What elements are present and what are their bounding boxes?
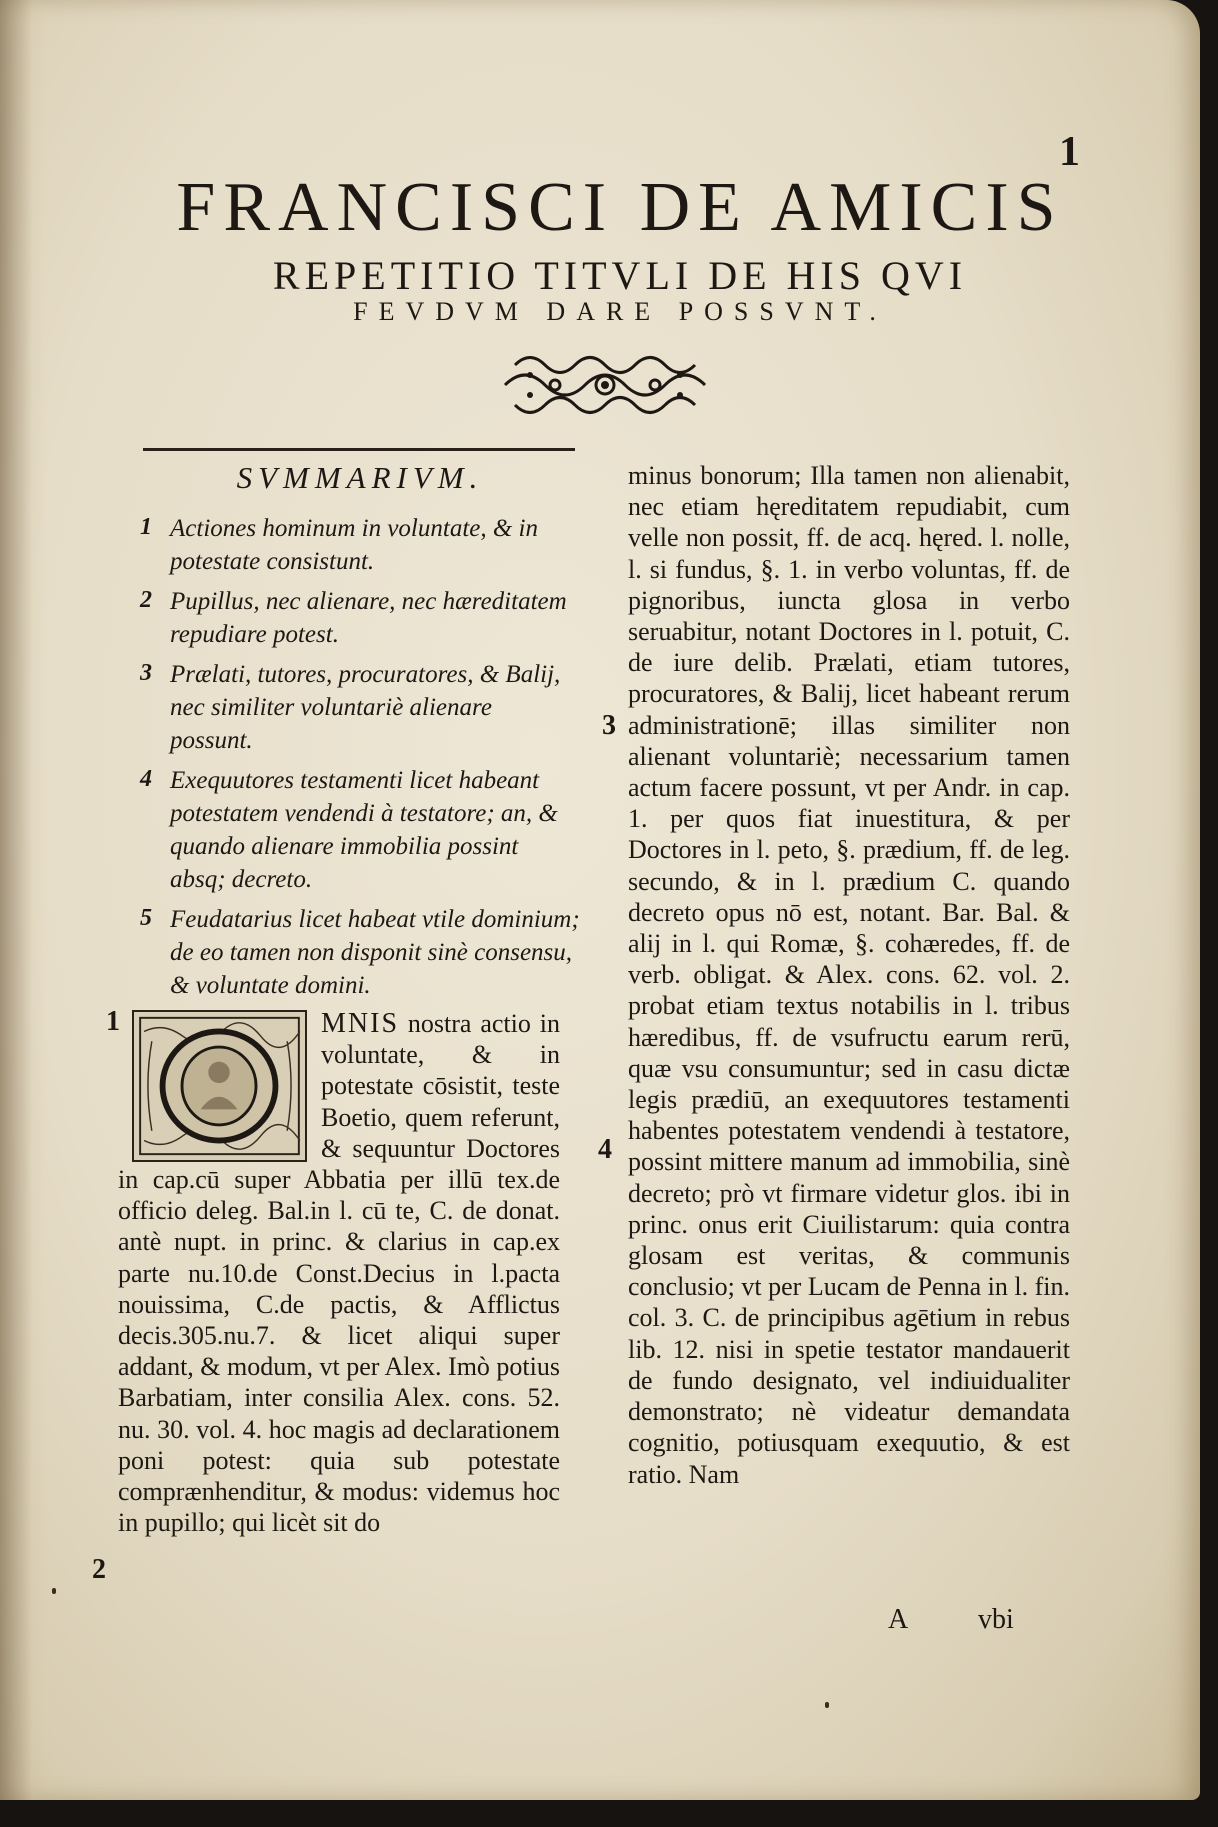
summary-item-text: Actiones hominum in voluntate, & in potestate consistunt. (170, 515, 539, 575)
summary-item-number: 1 (140, 514, 152, 540)
page-number: 1 (1059, 129, 1080, 175)
summary-item (140, 512, 580, 578)
summary-list (140, 512, 580, 1009)
paper-speck (825, 1702, 829, 1708)
decorated-initial (132, 1010, 307, 1162)
title-line-3: FEVDVM DARE POSSVNT. (353, 297, 887, 326)
title-line-1: FRANCISCI DE AMICIS (176, 169, 1064, 246)
summary-heading: SVMMARIVM. (236, 460, 484, 495)
summary-item (140, 585, 580, 651)
opening-words: MNIS (321, 1008, 400, 1039)
summary-item-number: 5 (140, 905, 152, 931)
catchword: vbi (978, 1604, 1014, 1635)
summary-rule (143, 448, 575, 451)
margin-number: 1 (106, 1006, 120, 1037)
margin-number: 4 (598, 1134, 612, 1165)
summary-item-number: 3 (140, 660, 152, 686)
summary-item-number: 4 (140, 766, 152, 792)
summary-item-text: Feudatarius licet habeat vtile dominium; de eo tamen non disponit sinè consensu, & voluntate domini. (170, 906, 580, 999)
margin-number: 3 (602, 710, 616, 741)
paper-speck (52, 1588, 56, 1594)
summary-item (140, 764, 580, 896)
left-column-text: nostra actio in voluntate, & in potestate cōsistit, teste Boetio, quem referunt, & sequuntur Doctores in cap.cū super Abbatia per illū tex.de officio deleg. Bal.in l. cū te, C. de donat. antè nupt. in princ. & clarius in cap.ex parte nu.10.de Const.Decius in l.pacta nouissima, C.de pactis, & Afflictus decis.305.nu.7. & licet aliqui super addant, & modum, vt per Alex. Imò potius Barbatiam, inter consilia Alex. cons. 52. nu. 30. vol. 4. hoc magis ad declarationem poni potest: quia sub potestate comprænhenditur, & modus: videmus hoc in pupillo; qui licèt sit do (118, 1009, 560, 1538)
summary-item-number: 2 (140, 587, 152, 613)
right-column-text: minus bonorum; Illa tamen non alienabit, nec etiam hęreditatem repudiabit, cum velle non possit, ff. de acq. hęred. l. nolle, l. si fundus, §. 1. in verbo voluntas, ff. de pignoribus, iuncta glosa in verbo seruabitur, notant Doctores in l. potuit, C. de iure delib. Prælati, etiam tutores, procuratores, & Balij, licet habeant rerum administrationē; illas similiter non alienant voluntariè; necessarium tamen actum facere possunt, vt per Andr. in cap. 1. per quos fiat inuestitura, & per Doctores in l. peto, §. prædium, ff. de leg. secundo, & in l. prædium C. quando decreto opus nō est, notant. Bar. Bal. & alij in l. qui Romæ, §. cohæredes, ff. de verb. obligat. & Alex. cons. 62. vol. 2. probat etiam textus notabilis in l. tribus hæredibus, ff. de vsufructu earum rerū, quæ vsu consumuntur; sed in casu dictæ legis prædiū, an exequutores testamenti habentes potestatem vendendi à testatore, possint mittere manum ad immobilia, sinè decreto; prò vt firmare videtur glos. ibi in princ. onus erit Ciuilistarum: quia contra glosam est veritas, & communis conclusio; vt per Lucam de Penna in l. fin. col. 3. C. de principibus agētium in rebus lib. 12. nisi in spetie testator mandauerit de fundo designato, vel indiuidualiter demonstrato; nè videatur demandata cognitio, potiusquam exequutio, & est ratio. Nam (628, 461, 1070, 1489)
printer-ornament (495, 345, 715, 425)
summary-item (140, 903, 580, 1002)
margin-number: 2 (92, 1554, 106, 1585)
summary-item-text: Prælati, tutores, procuratores, & Balij, nec similiter voluntariè alienare possunt. (170, 661, 561, 754)
right-text-column (628, 460, 1070, 1490)
left-text-column (118, 1008, 560, 1538)
summary-item (140, 658, 580, 757)
summary-item-text: Pupillus, nec alienare, nec hæreditatem repudiare potest. (170, 588, 567, 648)
signature-mark: A (888, 1604, 909, 1635)
title-line-2: REPETITIO TITVLI DE HIS QVI (272, 253, 968, 298)
summary-item-text: Exequutores testamenti licet habeant potestatem vendendi à testatore; an, & quando alienare immobilia possint absq; decreto. (170, 767, 558, 893)
decorated-initial-graphic (134, 1012, 305, 1160)
